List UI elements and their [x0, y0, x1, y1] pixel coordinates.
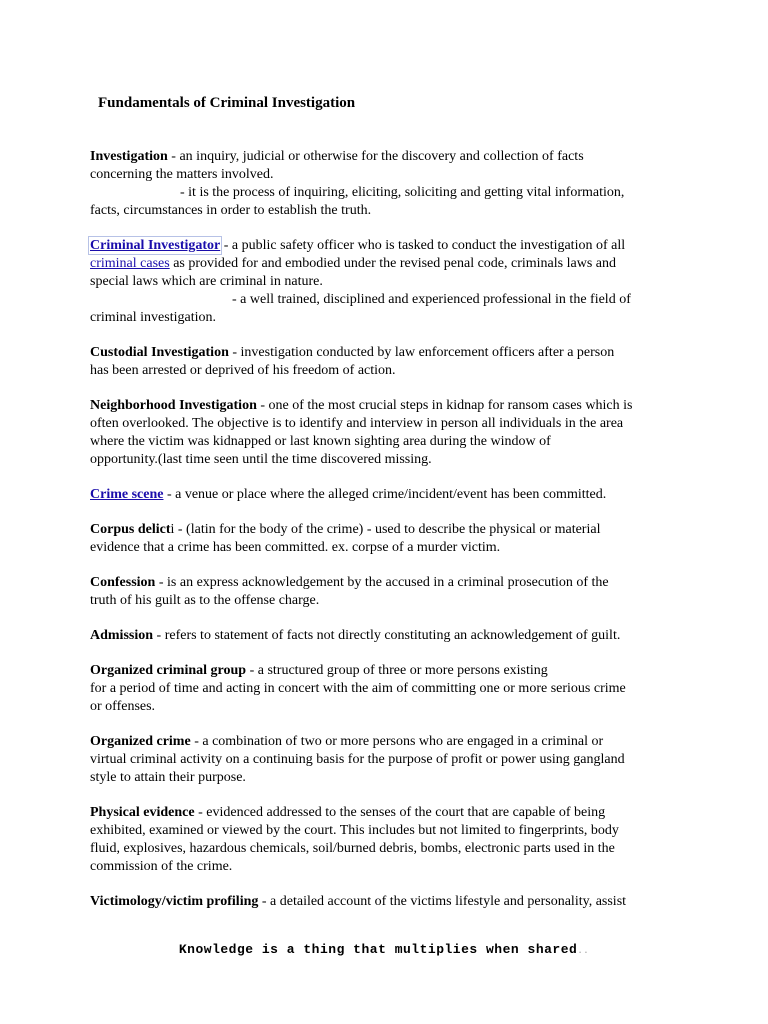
definition-text: - a detailed account of the victims lifestyle and personality, assist [258, 894, 627, 909]
criminal-cases-link[interactable]: criminal cases [90, 256, 170, 271]
definition-text: opportunity.(last time seen until the time discovered missing. [90, 452, 432, 467]
footer-quote [0, 942, 768, 957]
definition-text: - it is the process of inquiring, eliciting, soliciting and getting vital information, [180, 185, 625, 200]
criminal-investigator-link[interactable]: Criminal Investigator [90, 238, 221, 253]
definition-text: - evidenced addressed to the senses of the court that are capable of being [194, 805, 606, 820]
entry-custodial-investigation [90, 344, 690, 380]
definition-text: - is an express acknowledgement by the accused in a criminal prosecution of the [155, 575, 609, 590]
definition-text: as provided for and embodied under the revised penal code, criminals laws and [169, 256, 616, 271]
entry-crime-scene [90, 486, 690, 504]
entry-neighborhood-investigation [90, 397, 690, 469]
definition-text: - a combination of two or more persons who are engaged in a criminal or [190, 734, 604, 749]
entry-line [90, 486, 690, 504]
definition-text: - a structured group of three or more persons existing [246, 663, 548, 678]
definition-text: criminal investigation. [90, 310, 216, 325]
term-corpus-delicti: Corpus delict [90, 522, 171, 537]
entry-victimology [90, 893, 690, 911]
definition-text: fluid, explosives, hazardous chemicals, soil/burned debris, bombs, electronic parts used in the [90, 841, 615, 856]
entry-line [90, 804, 690, 822]
definition-text: commission of the crime. [90, 859, 233, 874]
term-physical-evidence: Physical evidence [90, 805, 195, 820]
footer-quote-text: Knowledge is a thing that multiplies when shared [178, 942, 578, 957]
definition-text: - a public safety officer who is tasked to conduct the investigation of all [220, 238, 626, 253]
definition-text: for a period of time and acting in concert with the aim of committing one or more serious crime [90, 681, 626, 696]
term-neighborhood-investigation: Neighborhood Investigation [90, 398, 257, 413]
definition-text: - investigation conducted by law enforcement officers after a person [228, 345, 615, 360]
term-victimology: Victimology/victim profiling [90, 894, 259, 909]
term-custodial-investigation: Custodial Investigation [90, 345, 229, 360]
definition-text: or offenses. [90, 699, 156, 714]
definition-text: has been arrested or deprived of his freedom of action. [90, 363, 396, 378]
term-admission: Admission [90, 628, 154, 643]
definition-text: facts, circumstances in order to establish the truth. [90, 203, 372, 218]
definition-text: special laws which are criminal in nature. [90, 274, 323, 289]
entry-line [90, 397, 690, 415]
entry-line [90, 662, 690, 680]
term-investigation: Investigation [90, 149, 168, 164]
definition-text: truth of his guilt as to the offense charge. [90, 593, 320, 608]
entry-admission [90, 627, 690, 645]
entry-line [90, 893, 690, 911]
entry-line [90, 344, 690, 362]
definition-text: often overlooked. The objective is to identify and interview in person all individuals in the area [90, 416, 624, 431]
term-tail: i [170, 522, 175, 537]
definition-text: - a well trained, disciplined and experienced professional in the field of [232, 292, 631, 307]
entry-line [90, 627, 690, 645]
definition-text: exhibited, examined or viewed by the court. This includes but not limited to fingerprints, body [90, 823, 619, 838]
definition-text: virtual criminal activity on a continuing basis for the purpose of profit or power using gangland [90, 752, 625, 767]
entry-investigation [90, 148, 690, 220]
term-organized-criminal-group: Organized criminal group [90, 663, 247, 678]
definition-text: style to attain their purpose. [90, 770, 246, 785]
entry-corpus-delicti [90, 521, 690, 557]
definition-text: - one of the most crucial steps in kidnap for ransom cases which is [256, 398, 633, 413]
definition-text: - (latin for the body of the crime) - used to describe the physical or material [174, 522, 601, 537]
entry-confession [90, 574, 690, 610]
document-title: Fundamentals of Criminal Investigation [98, 95, 356, 111]
definition-text: - an inquiry, judicial or otherwise for the discovery and collection of facts [167, 149, 584, 164]
entry-organized-criminal-group [90, 662, 690, 716]
footer-trailing: .. [577, 946, 590, 956]
document-body [90, 148, 690, 928]
definition-text: evidence that a crime has been committed. ex. corpse of a murder victim. [90, 540, 501, 555]
entry-criminal-investigator [90, 237, 690, 327]
entry-line [90, 148, 690, 166]
definition-text: - refers to statement of facts not directly constituting an acknowledgement of guilt. [153, 628, 621, 643]
crime-scene-link[interactable]: Crime scene [90, 487, 164, 502]
entry-line [90, 237, 690, 255]
definition-text: where the victim was kidnapped or last known sighting area during the window of [90, 434, 551, 449]
term-organized-crime: Organized crime [90, 734, 191, 749]
definition-text: concerning the matters involved. [90, 167, 274, 182]
definition-text: - a venue or place where the alleged crime/incident/event has been committed. [163, 487, 607, 502]
entry-line [90, 521, 690, 539]
entry-organized-crime [90, 733, 690, 787]
entry-line [90, 574, 690, 592]
term-confession: Confession [90, 575, 156, 590]
entry-line [90, 255, 690, 273]
entry-line [90, 733, 690, 751]
entry-physical-evidence [90, 804, 690, 876]
